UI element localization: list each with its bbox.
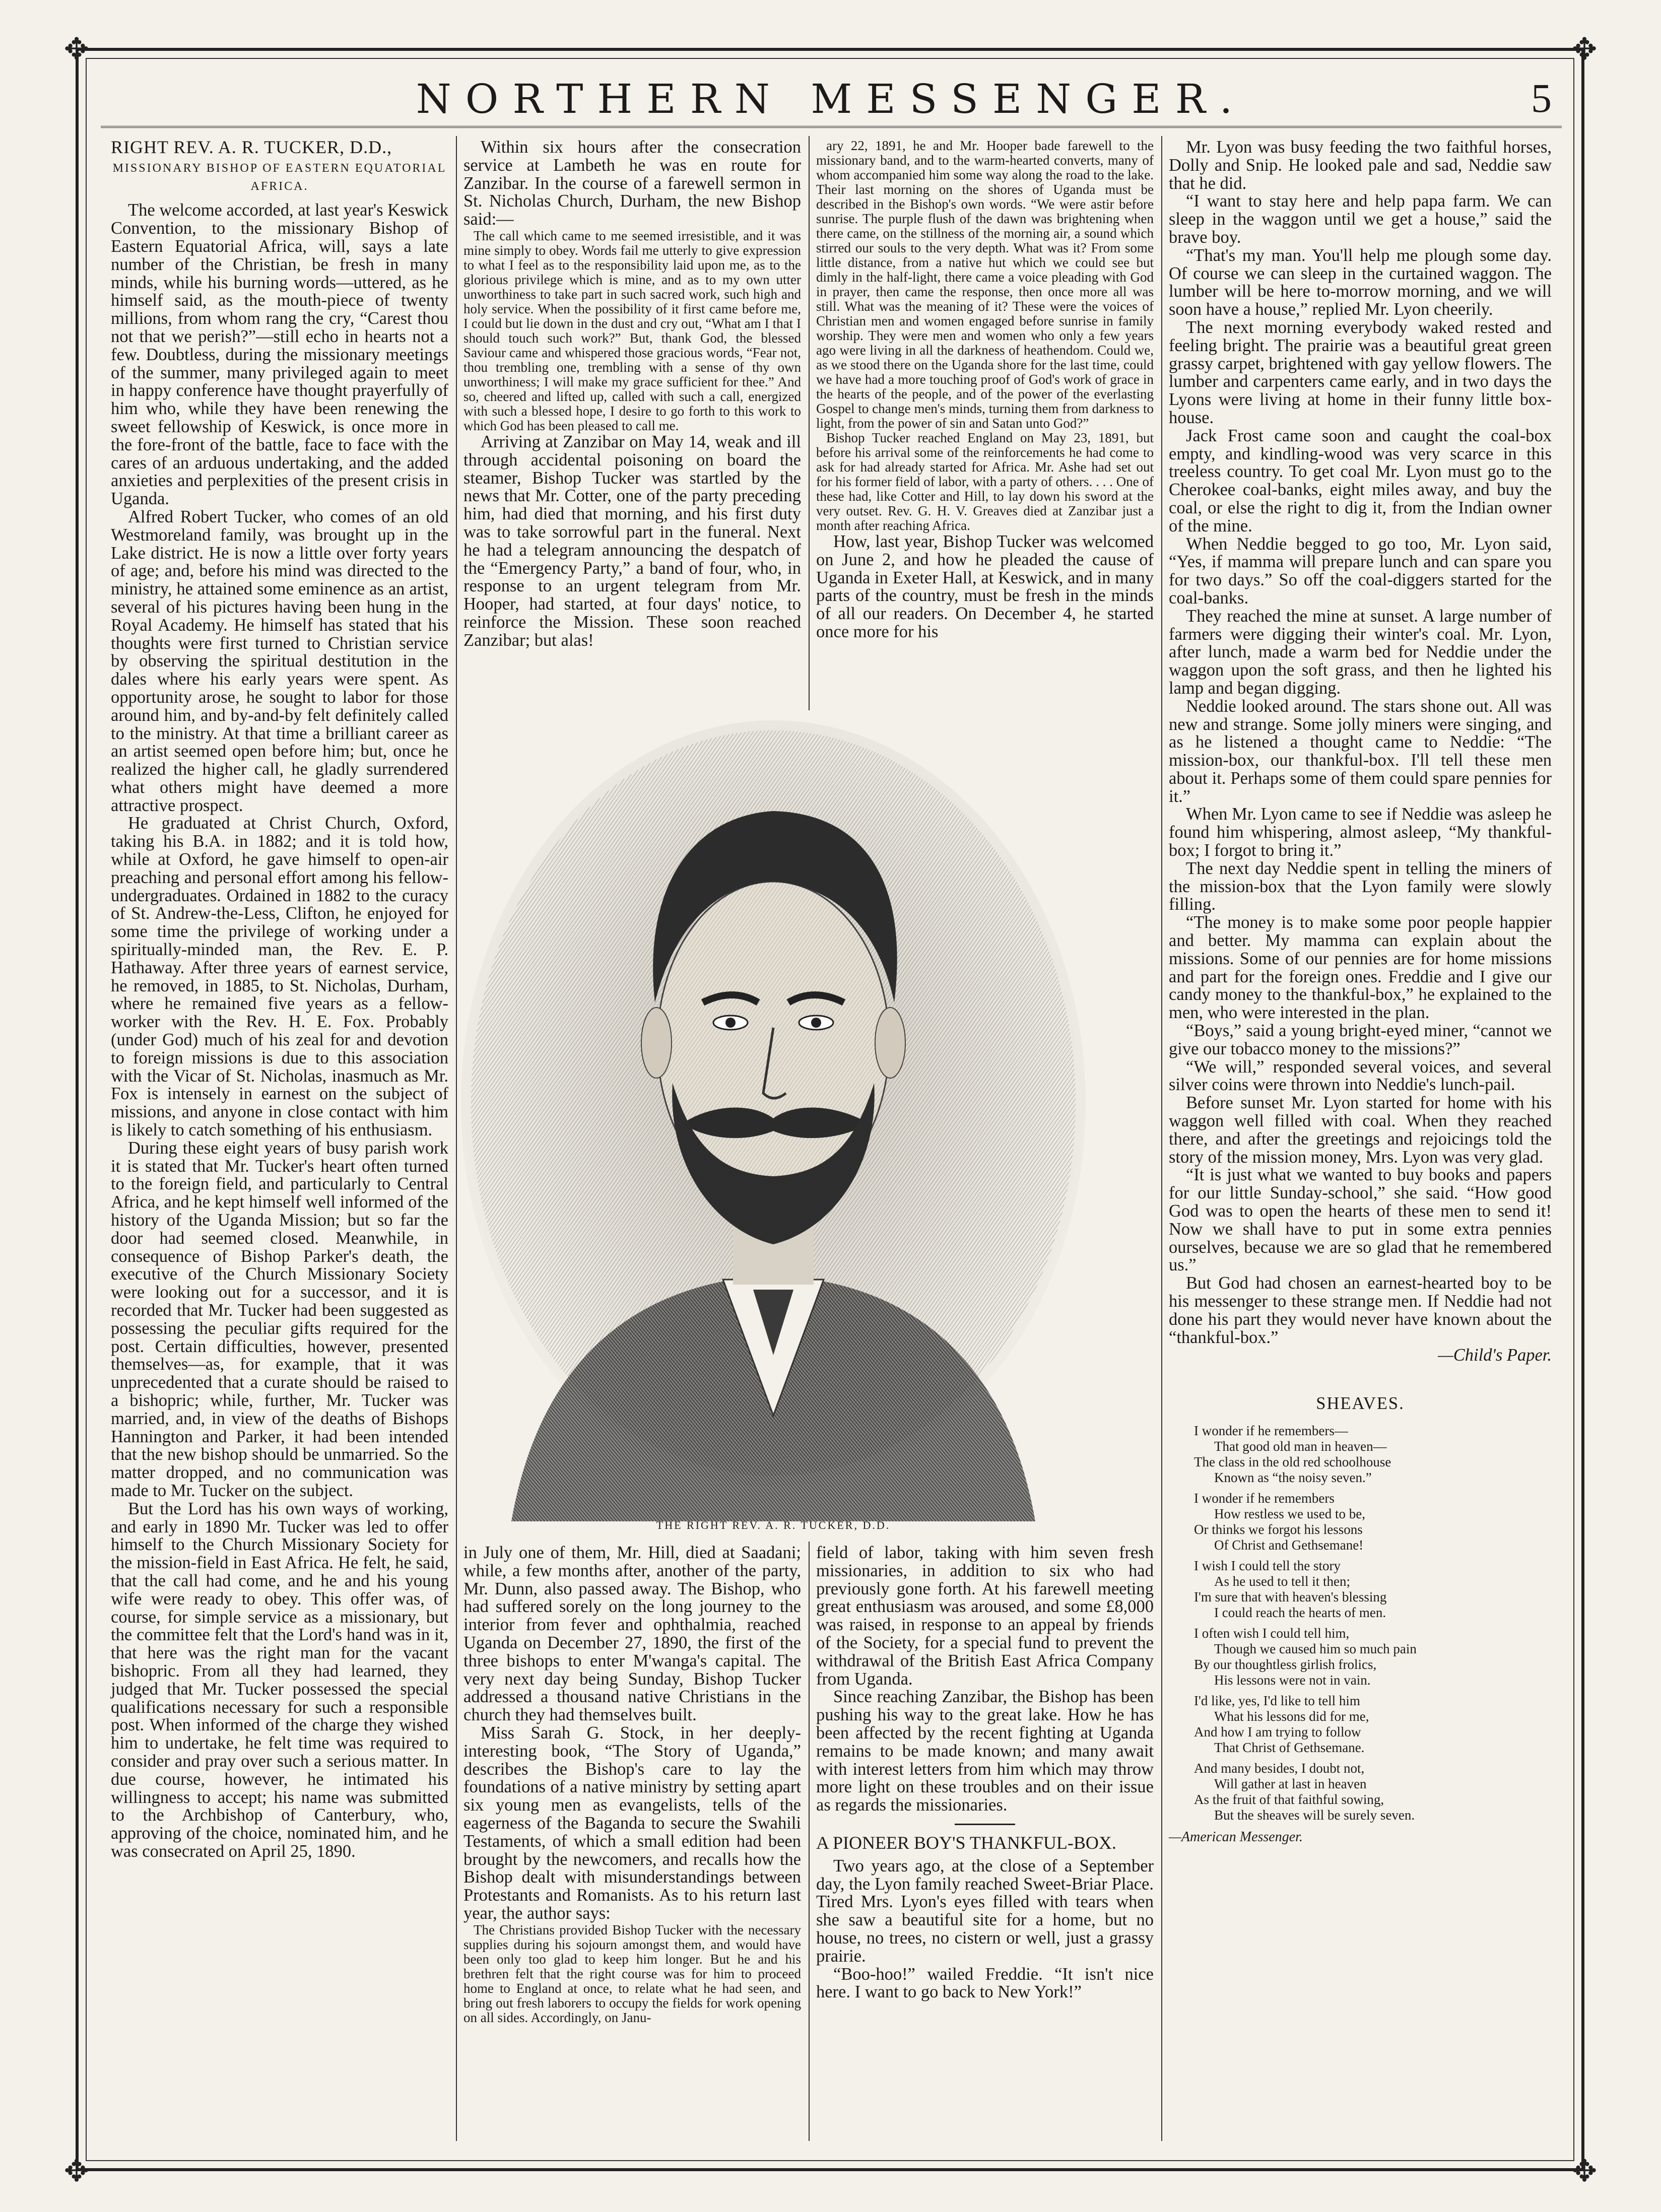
poem-line: What his lessons did for me, (1214, 1708, 1369, 1724)
poem-stanza (1194, 1423, 1552, 1486)
bishop-portrait-engraving (451, 720, 1096, 1521)
poem-line: His lessons were not in vain. (1214, 1672, 1371, 1688)
quote: Bishop Tucker reached England on May 23, 1891, but before his arrival some of the reinforcements he had come to ask for had already started for Africa. Mr. Ashe had set out for his former field of labor, with a party of others. . . . One of these had, like Cotter and Hill, to lay down his sword at the very outset. Rev. G. H. V. Greaves died at Zanzibar just a month after reaching Africa. (816, 430, 1154, 533)
section-divider (955, 1824, 1015, 1825)
paragraph: Arriving at Zanzibar on May 14, weak and ill through accidental poisoning on board the steamer, Bishop Tucker was startled by the news that Mr. Cotter, one of the party preceding him, had died that morning, and his first duty was to take sorrowful part in the funeral. Next he had a telegram announcing the despatch of the “Emergency Party,” a band of four, who, in response to an urgent telegram from Mr. Hooper, had started, at four days' notice, to reinforce the Mission. These soon reached Zanzibar; but alas! (463, 432, 801, 650)
poem-line: I often wish I could tell him, (1194, 1625, 1350, 1641)
paragraph: Miss Sarah G. Stock, in her deeply-interesting book, “The Story of Uganda,” describes the Bishop's care to lay the foundations of a native ministry by setting apart six young men as evangelists, tells of the eagerness of the Baganda to secure the Swahili Testaments, of which a small edition had been brought by the newcomers, and recalls how the Bishop dealt with misunderstandings between Protestants and Romanists. As to his return last year, the author says: (463, 1723, 801, 1923)
article-title: RIGHT REV. A. R. TUCKER, D.D., (111, 137, 392, 157)
poem-line: Or thinks we forgot his lessons (1194, 1521, 1363, 1537)
poem-stanza (1194, 1693, 1552, 1756)
paragraph: in July one of them, Mr. Hill, died at Saadani; while, a few months after, another of the party, Mr. Dunn, also passed away. The Bishop, who had suffered sorely on the long journey to the interior from fever and ophthalmia, reached Uganda on December 27, 1890, the first of the three bishops to enter M'wanga's capital. The very next day being Sunday, Bishop Tucker addressed a thousand native Christians in the church they had themselves built. (463, 1543, 801, 1725)
masthead (101, 71, 1562, 128)
source-credit: —Child's Paper. (1438, 1346, 1552, 1365)
poem-line: That good old man in heaven— (1214, 1438, 1387, 1454)
article-subtitle: MISSIONARY BISHOP OF EASTERN EQUATORIAL AFRICA. (112, 161, 447, 193)
poem-stanza (1194, 1761, 1552, 1823)
paragraph: “It is just what we wanted to buy books and papers for our little Sunday-school,” she said. “How good God was to open the hearts of these men to send it! Now we shall have to put in some extra pennies ourselves, because we are so glad that he remembered us.” (1169, 1165, 1552, 1275)
column-divider (1161, 136, 1162, 2141)
poem-line: How restless we used to be, (1214, 1506, 1365, 1521)
paragraph: But God had chosen an earnest-hearted boy to be his messenger to these strange men. If Neddie had not done his part they would never have known about the “thankful-box.” (1169, 1273, 1552, 1347)
poem-line: I'd like, yes, I'd like to tell him (1194, 1693, 1360, 1708)
column-3-top (816, 139, 1154, 641)
paragraph: Two years ago, at the close of a September day, the Lyon family reached Sweet-Briar Place. Tired Mrs. Lyon's eyes filled with tears when she saw a beautiful site for a home, but no house, no trees, no cistern or well, just a grassy prairie. (816, 1856, 1154, 1966)
corner-ornament-icon: ✥ (1571, 2155, 1598, 2188)
paragraph: The next day Neddie spent in telling the miners of the mission-box that the Lyon family were slowly filling. (1169, 858, 1552, 914)
column-divider (809, 136, 810, 710)
paragraph: “Boys,” said a young bright-eyed miner, “cannot we give our tobacco money to the missions?” (1169, 1021, 1552, 1058)
poem-line: And many besides, I doubt not, (1194, 1760, 1365, 1776)
poem-line: But the sheaves will be surely seven. (1214, 1807, 1415, 1823)
poem-line: Known as “the noisy seven.” (1214, 1469, 1372, 1485)
corner-ornament-icon: ✥ (1571, 33, 1598, 66)
poem-line: I wonder if he remembers— (1194, 1423, 1348, 1438)
paragraph: But the Lord has his own ways of working, and early in 1890 Mr. Tucker was led to offer himself to the Church Missionary Society for the mission-field in East Africa. He felt, he said, that the call had come, and he and his young wife were ready to obey. This offer was, of course, for simple service as a missionary, but the committee felt that the Lord's hand was in it, that here was the right man for the vacant bishopric. From all they had learned, they judged that Mr. Tucker possessed the special qualifications necessary for such a responsible post. When informed of the charge they wished him to undertake, he felt time was required to consider and pray over such a serious matter. In due course, however, he intimated his willingness to accept; his name was submitted to the Archbishop of Canterbury, who, approving of the choice, nominated him, and he was consecrated on April 25, 1890. (111, 1499, 448, 1861)
column-1 (111, 139, 448, 1861)
column-3-bottom (816, 1544, 1154, 2001)
paragraph: field of labor, taking with him seven fresh missionaries, in addition to six who had previously gone forth. At his farewell meeting great enthusiasm was aroused, and some £8,000 was raised, in response to an appeal by friends of the Society, for a special fund to prevent the withdrawal of the British East Africa Company from Uganda. (816, 1543, 1154, 1689)
poem-line: And how I am trying to follow (1194, 1724, 1361, 1739)
poem-line: I wish I could tell the story (1194, 1558, 1341, 1573)
paragraph: Jack Frost came soon and caught the coal-box empty, and kindling-wood was very scarce in this treeless country. To get coal Mr. Lyon must go to the Cherokee coal-banks, eight miles away, and buy the coal, or else the right to dig it, from the Indian owner of the mine. (1169, 426, 1552, 535)
corner-ornament-icon: ✥ (63, 2155, 90, 2188)
poem-line: Of Christ and Gethsemane! (1214, 1537, 1364, 1553)
poem-title: SHEAVES. (1316, 1394, 1405, 1414)
paragraph: They reached the mine at sunset. A large number of farmers were digging their winter's coal. Mr. Lyon, after lunch, made a warm bed for Neddie under the waggon upon the soft grass, and then he lighted his lamp and began digging. (1169, 606, 1552, 698)
poem-stanza (1194, 1491, 1552, 1553)
paragraph: “I want to stay here and help papa farm. We can sleep in the waggon until we get a house,” said the brave boy. (1169, 191, 1552, 247)
column-divider (809, 1541, 810, 2141)
poem-stanza (1194, 1626, 1552, 1688)
column-2-top (463, 139, 801, 650)
poem-line: I wonder if he remembers (1194, 1490, 1335, 1506)
quote: The Christians provided Bishop Tucker with the necessary supplies during his sojourn amongst them, and would have been only too glad to keep him longer. But he and his brethren felt that the right course was for him to proceed home to England at once, to relate what he had seen, and bring out fresh laborers to occupy the fields for work opening on all sides. Accordingly, on Janu- (463, 1922, 801, 2025)
poem-line: Will gather at last in heaven (1214, 1776, 1367, 1791)
paragraph: When Neddie begged to go too, Mr. Lyon said, “Yes, if mamma will prepare lunch and can spare you for two days.” So off the coal-diggers started for the coal-banks. (1169, 534, 1552, 608)
paragraph: Since reaching Zanzibar, the Bishop has been pushing his way to the great lake. How he has been affected by the recent fighting at Uganda remains to be made known; and many await with interest letters from him which may throw more light on these troubles and on their issue as regards the missionaries. (816, 1687, 1154, 1815)
portrait-caption: THE RIGHT REV. A. R. TUCKER, D.D. (656, 1519, 891, 1531)
quote: ary 22, 1891, he and Mr. Hooper bade farewell to the missionary band, and to the warm-hearted converts, many of whom accompanied him some way along the road to the lake. Their last morning on the shores of Uganda must be described in the Bishop's own words. “We were astir before sunrise. The purple flush of the dawn was brightening when there came, on the stillness of the morning air, a sound which stirred our souls to the very depth. What was it? From some little distance, from a native hut which we could see but dimly in the half-light, there came a voice pleading with God in prayer, then came the response, then once more all was still. What was the meaning of it? These were the voices of Christian men and women engaged before sunrise in family worship. They were men and women who only a few years ago were living in all the darkness of heathendom. Could we, as we stood there on the Uganda shore for the last time, could we have had a more touching proof of God's work of grace in the hearts of the people, and of the power of the everlasting Gospel to change men's minds, turning them from darkness to light, from the power of sin and Satan unto God?” (816, 138, 1154, 431)
paragraph: When Mr. Lyon came to see if Neddie was asleep he found him whispering, almost asleep, “My thankful-box; I forgot to bring it.” (1169, 805, 1552, 860)
paragraph: Within six hours after the consecration service at Lambeth he was en route for Zanzibar. In the course of a farewell sermon in St. Nicholas Church, Durham, the new Bishop said:— (463, 138, 801, 229)
poem-line: I'm sure that with heaven's blessing (1194, 1589, 1387, 1604)
poem-line: The class in the old red schoolhouse (1194, 1454, 1391, 1469)
poem-body (1169, 1423, 1552, 1823)
page-number: 5 (1531, 75, 1552, 121)
paragraph: He graduated at Christ Church, Oxford, taking his B.A. in 1882; and it is told how, while at Oxford, he gave himself to open-air preaching and personal effort among his fellow-undergraduates. Ordained in 1882 to the curacy of St. Andrew-the-Less, Clifton, he enjoyed for some time the privilege of working under a spiritually-minded man, the Rev. E. P. Hathaway. After three years of earnest service, he removed, in 1885, to St. Nicholas, Durham, where he remained five years as a fellow-worker with the Rev. H. E. Fox. Probably (under God) much of his zeal for and devotion to foreign missions is due to this association with the Vicar of St. Nicholas, inasmuch as Mr. Fox is intensely in earnest on the subject of missions, and anyone in close contact with him is likely to catch something of his enthusiasm. (111, 814, 448, 1140)
paragraph: “Boo-hoo!” wailed Freddie. “It isn't nice here. I want to go back to New York!” (816, 1964, 1154, 2002)
corner-ornament-icon: ✥ (63, 33, 90, 66)
poem-stanza (1194, 1558, 1552, 1621)
column-2-bottom (463, 1544, 801, 2025)
masthead-title: NORTHERN MESSENGER. (416, 76, 1247, 122)
column-4 (1169, 139, 1552, 1846)
paragraph: The next morning everybody waked rested and feeling bright. The prairie was a beautiful great green grassy carpet, brightened with gay yellow flowers. The lumber and carpenters came early, and in two days the Lyons were living at home in their funny little box-house. (1169, 317, 1552, 427)
paragraph: “That's my man. You'll help me plough some day. Of course we can sleep in the curtained waggon. The lumber will be here to-morrow morning, and we will soon have a house,” replied Mr. Lyon cheerily. (1169, 245, 1552, 319)
paragraph: How, last year, Bishop Tucker was welcomed on June 2, and how he pleaded the cause of Uganda in Exeter Hall, at Keswick, and in many parts of the country, must be fresh in the minds of all our readers. On December 4, he started once more for his (816, 532, 1154, 641)
paragraph: Neddie looked around. The stars shone out. All was new and strange. Some jolly miners were singing, and as he listened a thought came to Neddie: “The mission-box, our thankful-box. I'll tell these men about it. Perhaps some of them could spare pennies for it.” (1169, 696, 1552, 806)
paragraph: Alfred Robert Tucker, who comes of an old Westmoreland family, was brought up in the Lake district. He is now a little over forty years of age; and, before his mind was directed to the ministry, he attained some eminence as an artist, several of his pictures having been hung in the Royal Academy. He himself has stated that his thoughts were first turned to Christian service by observing the spiritual destitution in the dales where his early years were spent. As opportunity arose, he sought to labor for those around him, and by-and-by felt definitely called to the ministry. At that time a brilliant career as an artist seemed open before him; but, once he realized the higher call, he gladly surrendered what others might have deemed a more attractive prospect. (111, 507, 448, 815)
poem-line: As he used to tell it then; (1214, 1573, 1350, 1589)
paragraph: During these eight years of busy parish work it is stated that Mr. Tucker's heart often turned to the foreign field, and particularly to Central Africa, and he kept himself well informed of the history of the Uganda Mission; but so far the door had seemed closed. Meanwhile, in consequence of Bishop Parker's death, the executive of the Church Missionary Society were looking out for a successor, and it is recorded that Mr. Tucker had been suggested as possessing the peculiar gifts required for the post. Certain difficulties, however, presented themselves—as, for example, that it was unprecedented that a curate should be raised to a bishopric; while, further, Mr. Tucker was married, and, in view of the deaths of Bishops Hannington and Parker, it had been intended that the new bishop should be unmarried. So the matter dropped, and no communication was made to Mr. Tucker on the subject. (111, 1138, 448, 1500)
paragraph: The welcome accorded, at last year's Keswick Convention, to the missionary Bishop of Eastern Equatorial Africa, will, says a late number of the Christian, be fresh in many minds, while his burning words—uttered, as he himself said, as the mouth-piece of twenty millions, from whom rang the cry, “Carest thou not that we perish?”—still echo in hearts not a few. Doubtless, during the missionary meetings of the summer, many privileged again to meet in happy conference have thought prayerfully of him who, while they have been renewing the sweet fellowship of Keswick, is once more in the fore-front of the battle, face to face with the cares of an arduous undertaking, and the added anxieties and perplexities of the present crisis in Uganda. (111, 200, 448, 509)
paragraph: Before sunset Mr. Lyon started for home with his waggon well filled with coal. When they reached there, and after the greetings and rejoicings told the story of the mission money, Mrs. Lyon was very glad. (1169, 1093, 1552, 1167)
paragraph: “We will,” responded several voices, and several silver coins were thrown into Neddie's lunch-pail. (1169, 1057, 1552, 1095)
poem-line: As the fruit of that faithful sowing, (1194, 1791, 1384, 1807)
poem-line: That Christ of Gethsemane. (1214, 1739, 1365, 1755)
source-credit: —American Messenger. (1169, 1829, 1303, 1845)
poem-line: I could reach the hearts of men. (1214, 1604, 1386, 1620)
quote: The call which came to me seemed irresistible, and it was mine simply to obey. Words fail me utterly to give expression to what I feel as to the responsibility laid upon me, as to the glorious privilege which is mine, and as to my own utter unworthiness to take part in such sacred work, such high and holy service. When the possibility of it first came before me, I could but lie down in the dust and cry out, “What am I that I should touch such work?” But, thank God, the blessed Saviour came and whispered those gracious words, “Fear not, thou trembling one, trembling with a sense of thy own unworthiness; I will make my grace sufficient for thee.” And so, cheered and lifted up, called with such a call, energized with such a blessed hope, I desire to go forth to this work to which God has been pleased to call me. (463, 228, 801, 433)
paragraph: Mr. Lyon was busy feeding the two faithful horses, Dolly and Snip. He looked pale and sad, Neddie saw that he did. (1169, 138, 1552, 193)
poem-line: Though we caused him so much pain (1214, 1641, 1417, 1656)
paragraph: “The money is to make some poor people happier and better. My mamma can explain about the missions. Some of our pennies are for home missions and part for the foreign ones. Freddie and I give our candy money to the thankful-box,” he explained to the men, who were interested in the plan. (1169, 913, 1552, 1023)
article-title: A PIONEER BOY'S THANKFUL-BOX. (816, 1832, 1116, 1853)
poem-line: By our thoughtless girlish frolics, (1194, 1656, 1377, 1672)
